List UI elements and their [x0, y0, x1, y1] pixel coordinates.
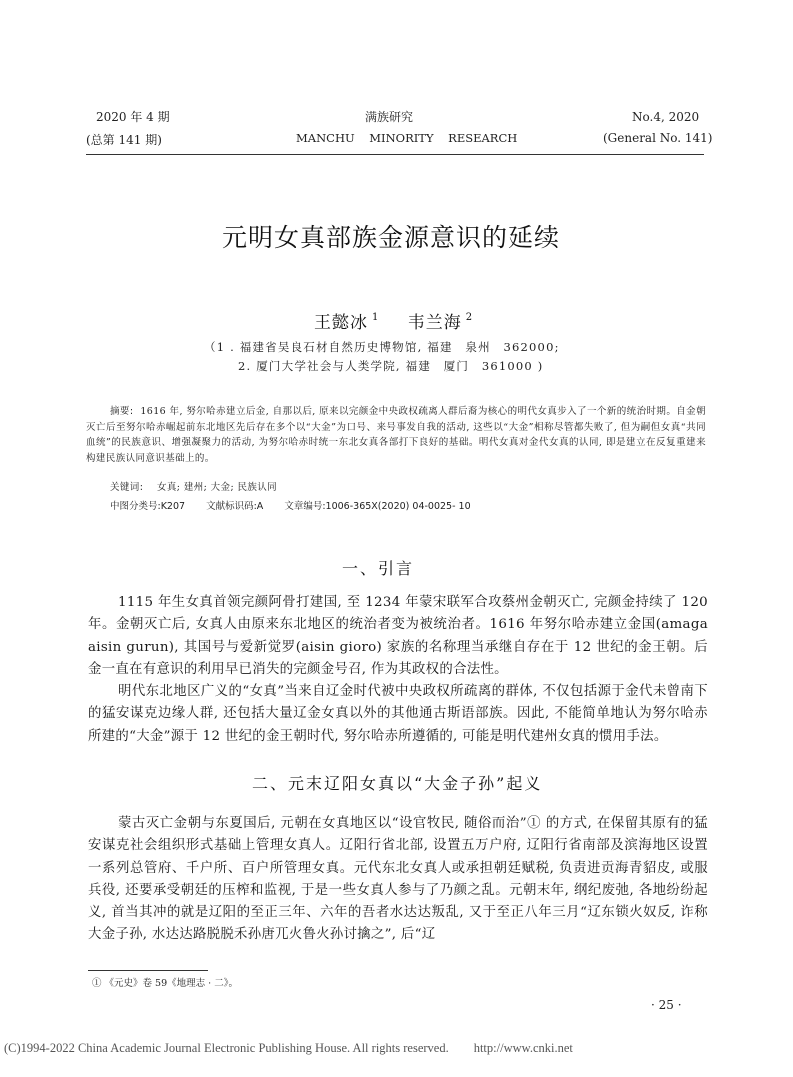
copyright-notice: (C)1994-2022 China Academic Journal Electronic Publishing House. All rights reserved. http://www.cnki.net — [4, 1041, 573, 1055]
issue-number-cn: 2020 年 4 期 — [96, 110, 170, 124]
author-name: 王懿冰 — [314, 313, 368, 333]
affiliation-line: 2. 厦门大学社会与人类学院, 福建 厦门 361000 ) — [238, 359, 544, 373]
header-rule — [86, 154, 704, 155]
clc-number: 中图分类号:K207 — [110, 501, 186, 512]
footnote: ① 《元史》卷 59《地理志 · 二》。 — [92, 978, 238, 989]
issue-number-en: No.4, 2020 — [632, 110, 700, 124]
author-affil-mark: 2 — [465, 312, 474, 323]
keywords-text: 女真; 建州; 大金; 民族认同 — [157, 482, 278, 493]
author-list — [314, 308, 473, 333]
article-number: 文章编号:1006-365X(2020) 04-0025- 10 — [284, 501, 471, 512]
keywords-label: 关键词: — [110, 482, 144, 493]
section-body — [88, 813, 708, 947]
section-body — [88, 592, 708, 748]
body-paragraph: 明代东北地区广义的“女真”当来自辽金时代被中央政权所疏离的群体, 不仅包括源于金代未曾南下的猛安谋克边缘人群, 还包括大量辽金女真以外的其他通古斯语部族。因此, 不能简单地认为努尔哈赤所建的“大金”源于 12 世纪的金王朝时代, 努尔哈赤所遵循的, 可能是明代建州女真的惯用手法。 — [88, 684, 708, 744]
section-heading: 二、元末辽阳女真以“大金子孙”起义 — [252, 774, 543, 793]
body-paragraph: 1115 年生女真首领完颜阿骨打建国, 至 1234 年蒙宋联军合攻蔡州金朝灭亡, 完颜金持续了 120 年。金朝灭亡后, 女真人由原来东北地区的统治者变为被统治者。1616 年努尔哈赤建立金国(amaga aisin gurun), 其国号与爱新觉罗(aisin gioro) 家族的名称理当承继自存在于 12 世纪的金王朝。后金一直在有意识的利用早已消失的完颜金号召, 作为其政权的合法性。 — [88, 595, 708, 677]
footnote-rule — [88, 970, 208, 971]
journal-name-en: MANCHU MINORITY RESEARCH — [296, 131, 518, 145]
abstract-label: 摘要: — [110, 406, 134, 417]
affiliation-line: （1 . 福建省吴良石材自然历史博物馆, 福建 泉州 362000; — [204, 340, 560, 354]
total-issue-en: (General No. 141) — [603, 131, 713, 145]
body-paragraph: 蒙古灭亡金朝与东夏国后, 元朝在女真地区以“设官牧民, 随俗而治”① 的方式, 在保留其原有的猛安谋克社会组织形式基础上管理女真人。辽阳行省北部, 设置五万户府, 辽阳行省南部及滨海地区设置一系列总管府、千户所、百户所管理女真。元代东北女真人或承担朝廷赋税, 负责进贡海青貂皮, 或服兵役, 还要承受朝廷的压榨和监视, 于是一些女真人参与了乃颜之乱。元朝末年, 纲纪废弛, 各地纷纷起义, 首当其冲的就是辽阳的至正三年、六年的吾者水达达叛乱, 又于至正八年三月“辽东锁火奴反, 诈称大金子孙, 水达达路脱脱禾孙唐兀火鲁火孙讨擒之”, 后“辽 — [88, 816, 708, 943]
abstract-text: 1616 年, 努尔哈赤建立后金, 自那以后, 原来以完颜金中央政权疏离人群后裔为核心的明代女真步入了一个新的统治时期。自金朝灭亡后至努尔哈赤崛起前东北地区先后存在多个以“大金”为口号、来号事发自我的活动, 这些以“大金”相称尽管都失败了, 但为嗣但女真“共同血统”的民族意识、增强凝聚力的活动, 为努尔哈赤时统一东北女真各部打下良好的基础。明代女真对金代女真的认同, 即是建立在反复重建来构建民族认同意识基础上的。 — [86, 406, 706, 464]
total-issue-cn: (总第 141 期) — [86, 133, 162, 147]
article-title: 元明女真部族金源意识的延续 — [222, 223, 561, 252]
journal-name-cn: 满族研究 — [365, 110, 414, 124]
section-heading: 一、引言 — [342, 559, 415, 578]
article-meta — [110, 498, 489, 512]
keywords — [110, 479, 277, 493]
author-affil-mark: 1 — [372, 312, 380, 323]
page-number: · 25 · — [651, 998, 682, 1012]
abstract — [86, 404, 706, 466]
author-name: 韦兰海 — [407, 313, 462, 333]
document-code: 文献标识码:A — [206, 501, 264, 512]
